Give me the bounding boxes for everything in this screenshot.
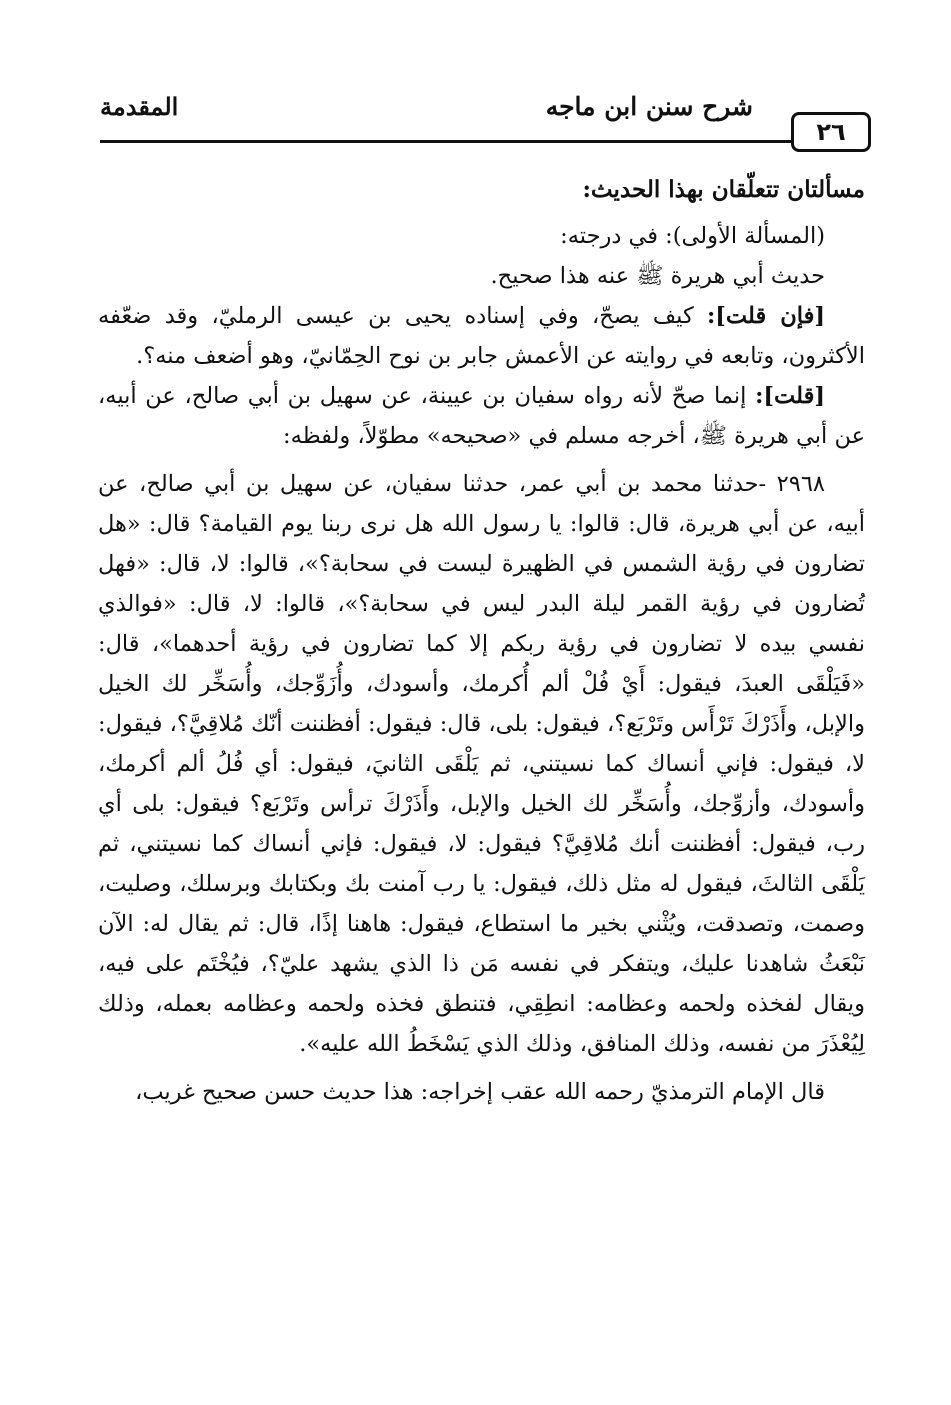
sahih-statement: حديث أبي هريرة ﷺ عنه هذا صحيح. <box>490 263 825 289</box>
objection-text: كيف يصحّ، وفي إسناده يحيى بن عيسى الرمليّ، وقد ضعّفه الأكثرون، وتابعه في روايته عن الأعمش جابر بن نوح الحِمّانيّ، وهو أضعف منه؟. <box>98 303 865 369</box>
objection-paragraph <box>98 296 865 376</box>
tirmidhi-paragraph: قال الإمام الترمذيّ رحمه الله عقب إخراجه: هذا حديث حسن صحيح غريب، <box>135 1079 825 1105</box>
issue-one-title: (المسألة الأولى): في درجته: <box>560 223 825 249</box>
hadith-paragraph: ٢٩٦٨ -حدثنا محمد بن أبي عمر، حدثنا سفيان، عن سهيل بن أبي صالح، عن أبيه، عن أبي هريرة، قال: قالوا: يا رسول الله هل نرى ربنا يوم القيامة؟ قال: «هل تضارون في رؤية الشمس في الظهيرة ليست في سحابة؟»، قالوا: لا، قال: «فهل تُضارون في رؤية القمر ليلة البدر ليس في سحابة؟»، قالوا: لا، قال: «فوالذي نفسي بيده لا تضارون في رؤية ربكم إلا كما تضارون في رؤية أحدهما»، قال: «فَيَلْقَى العبدَ، فيقول: أَيْ فُلْ ألم أُكرمك، وأسودك، وأُزَوِّجك، وأُسَخِّر لك الخيل والإبل، وأَذَرْكَ تَرْأَس وتَرْبَع؟، فيقول: بلى، قال: فيقول: أفظننت أنّك مُلاقِيَّ؟، فيقول: لا، فيقول: فإني أنساك كما نسيتني، ثم يَلْقَى الثانيَ، فيقول: أي فُلُ ألم أكرمك، وأسودك، وأزوِّجك، وأُسَخِّر لك الخيل والإبل، وأَذَرْكَ ترأس وتَرْبَع؟ فيقول: بلى أي رب، فيقول: أفظننت أنك مُلاقِيَّ؟ فيقول: لا، فيقول: فإني أنساك كما نسيتني، ثم يَلْقَى الثالثَ، فيقول له مثل ذلك، فيقول: يا رب آمنت بك وبكتابك وبرسلك، وصليت، وصمت، وتصدقت، ويُثْني بخير ما استطاع، فيقول: هاهنا إذًا، قال: ثم يقال له: الآن نَبْعَثُ شاهدنا عليك، ويتفكر في نفسه مَن ذا الذي يشهد عليّ؟، فيُخْتَم على فيه، ويقال لفخذه ولحمه وعظامه: انطِقِي، فتنطق فخذه ولحمه وعظامه بعمله، وذلك لِيُعْذَرَ من نفسه، وذلك المنافق، وذلك الذي يَسْخَطُ الله عليه». <box>98 471 865 1057</box>
page-number-box: ٢٦ <box>791 112 871 152</box>
objection-label: [فإن قلت]: <box>706 303 825 329</box>
page-header <box>100 92 871 146</box>
answer-paragraph <box>98 376 865 456</box>
issues-heading: مسألتان تتعلّقان بهذا الحديث: <box>582 176 865 203</box>
header-divider <box>100 140 799 143</box>
book-title: شرح سنن ابن ماجه <box>545 92 753 121</box>
section-title: المقدمة <box>100 92 179 121</box>
page-body <box>98 170 865 1112</box>
answer-text: إنما صحّ لأنه رواه سفيان بن عيينة، عن سهيل بن أبي صالح، عن أبيه، عن أبي هريرة ﷺ، أخرجه مسلم في «صحيحه» مطوّلاً، ولفظه: <box>98 383 865 449</box>
answer-label: [قلت]: <box>755 383 825 409</box>
